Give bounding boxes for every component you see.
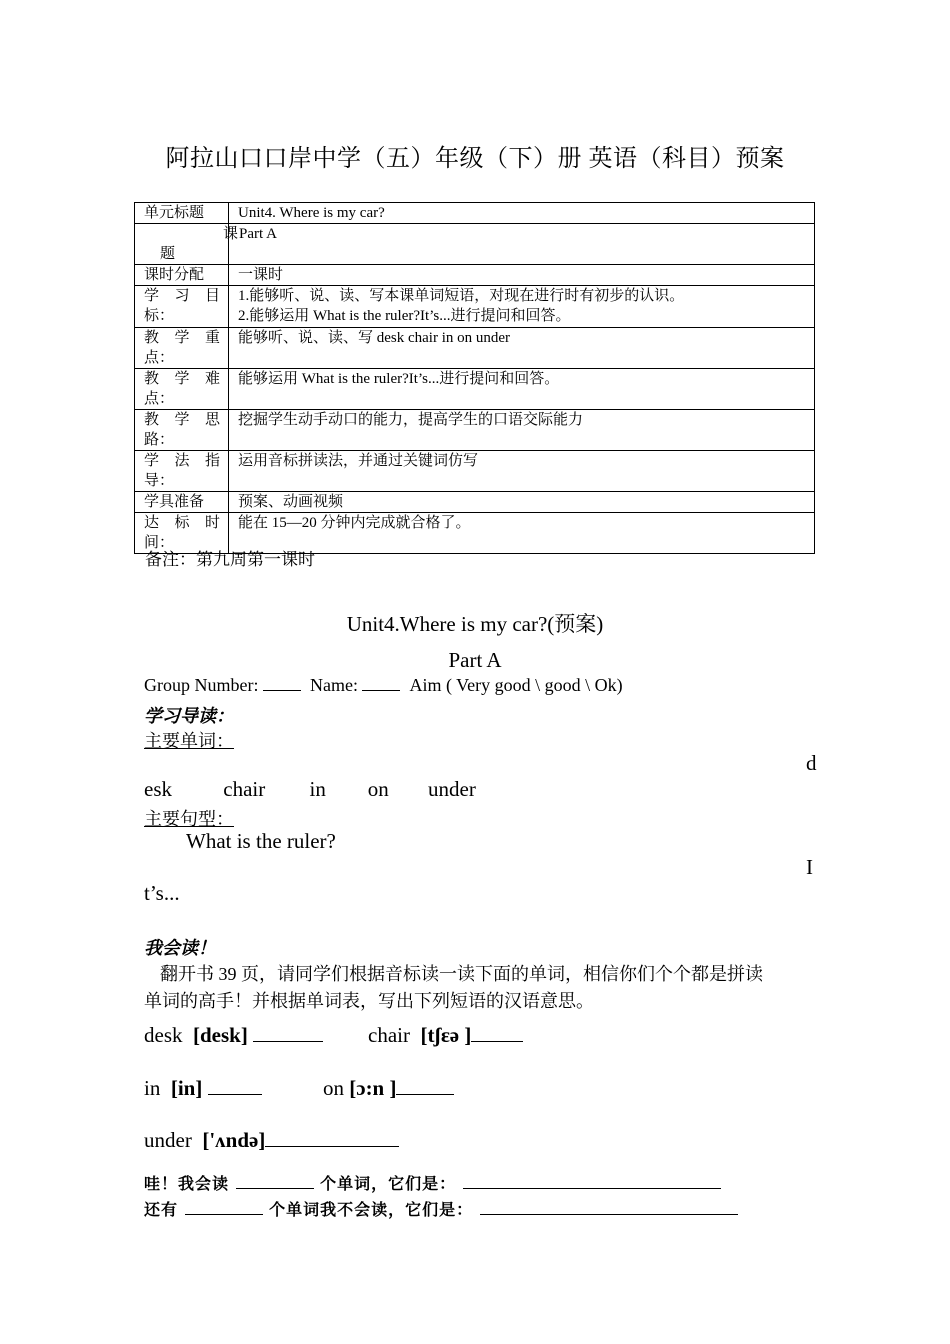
aim-text: Aim ( Very good \ good \ Ok) — [409, 675, 623, 695]
period-label: 课时分配 — [135, 265, 229, 286]
tools-value: 预案、动画视频 — [229, 492, 815, 513]
name-label: Name: — [309, 675, 358, 695]
sentence-fragment-rest: t’s... — [144, 881, 180, 905]
goal-value: 1.能够听、说、读、写本课单词短语，对现在进行时有初步的认识。 2.能够运用 What is the ruler?It’s...进行提问和回答。 — [229, 286, 815, 328]
read-heading: 我会读！ — [144, 938, 216, 958]
unit-label: 单元标题 — [135, 203, 229, 224]
difficulty-label: 教 学 难 点： — [135, 369, 229, 410]
word-fragment-d: d — [806, 751, 817, 775]
on-answer-blank[interactable] — [396, 1093, 454, 1095]
remark: 备注：第九周第一课时 — [145, 550, 315, 569]
tools-label: 学具准备 — [135, 492, 229, 513]
goal-label: 学 习 目 标： — [135, 286, 229, 328]
word-under: under — [428, 777, 476, 801]
sentence-heading: 主要句型： — [144, 809, 234, 829]
instruction-line-1: 翻开书 39 页，请同学们根据音标读一读下面的单词，相信你们个个都是拼读 — [160, 964, 763, 984]
desk-answer-blank[interactable] — [253, 1040, 323, 1042]
worksheet-title: Unit4.Where is my car?(预案) — [346, 612, 604, 636]
key-point-value: 能够听、说、读、写 desk chair in on under — [229, 328, 815, 369]
target-time-value: 能在 15—20 分钟内完成就合格了。 — [229, 513, 815, 554]
lesson-value: Part A — [229, 224, 815, 265]
in-answer-blank[interactable] — [208, 1093, 262, 1095]
name-blank[interactable] — [362, 689, 400, 691]
can-read-count-blank[interactable] — [236, 1187, 314, 1189]
sentence-fragment-i: I — [806, 855, 813, 879]
word-desk: esk — [144, 777, 172, 801]
difficulty-value: 能够运用 What is the ruler?It’s...进行提问和回答。 — [229, 369, 815, 410]
teaching-idea-label: 教 学 思 路： — [135, 410, 229, 451]
word-chair: chair — [223, 777, 266, 801]
key-words-line — [144, 777, 476, 802]
under-answer-blank[interactable] — [265, 1145, 399, 1147]
target-time-label: 达 标 时 间： — [135, 513, 229, 554]
cannot-read-count-blank[interactable] — [185, 1213, 263, 1215]
key-sentence: What is the ruler? — [186, 829, 336, 853]
can-read-line: 哇！我会读 个单词，它们是： — [144, 1171, 721, 1194]
word-in: in — [309, 777, 326, 801]
vocab-item-desk: desk [desk] — [144, 1023, 323, 1048]
vocab-item-under: under ['ʌndə] — [144, 1128, 399, 1153]
key-point-label: 教 学 重 点： — [135, 328, 229, 369]
cannot-read-line: 还有 个单词我不会读，它们是： — [144, 1197, 738, 1220]
method-value: 运用音标拼读法，并通过关键词仿写 — [229, 451, 815, 492]
method-label: 学 法 指 导： — [135, 451, 229, 492]
group-number-label: Group Number: — [144, 675, 259, 695]
worksheet-part: Part A — [448, 648, 502, 672]
word-on: on — [367, 777, 389, 801]
group-number-blank[interactable] — [263, 689, 301, 691]
cannot-read-words-blank[interactable] — [480, 1213, 738, 1215]
can-read-words-blank[interactable] — [463, 1187, 721, 1189]
teaching-idea-value: 挖掘学生动手动口的能力，提高学生的口语交际能力 — [229, 410, 815, 451]
vocab-item-on: on [ɔ:n ] — [323, 1076, 454, 1101]
unit-value: Unit4. Where is my car? — [229, 203, 815, 224]
page-title: 阿拉山口口岸中学（五）年级（下）册 英语（科目）预案 — [165, 146, 785, 172]
period-value: 一课时 — [229, 265, 815, 286]
vocab-item-chair: chair [tʃɛə ] — [368, 1023, 523, 1048]
lesson-info-table — [134, 202, 815, 554]
chair-answer-blank[interactable] — [471, 1040, 523, 1042]
student-info-line — [144, 675, 623, 696]
vocab-item-in: in [in] — [144, 1076, 262, 1101]
instruction-line-2: 单词的高手！并根据单词表，写出下列短语的汉语意思。 — [144, 991, 594, 1011]
guide-heading: 学习导读： — [144, 706, 234, 726]
lesson-label: 课 题 — [135, 224, 229, 265]
words-heading: 主要单词： — [144, 731, 234, 751]
